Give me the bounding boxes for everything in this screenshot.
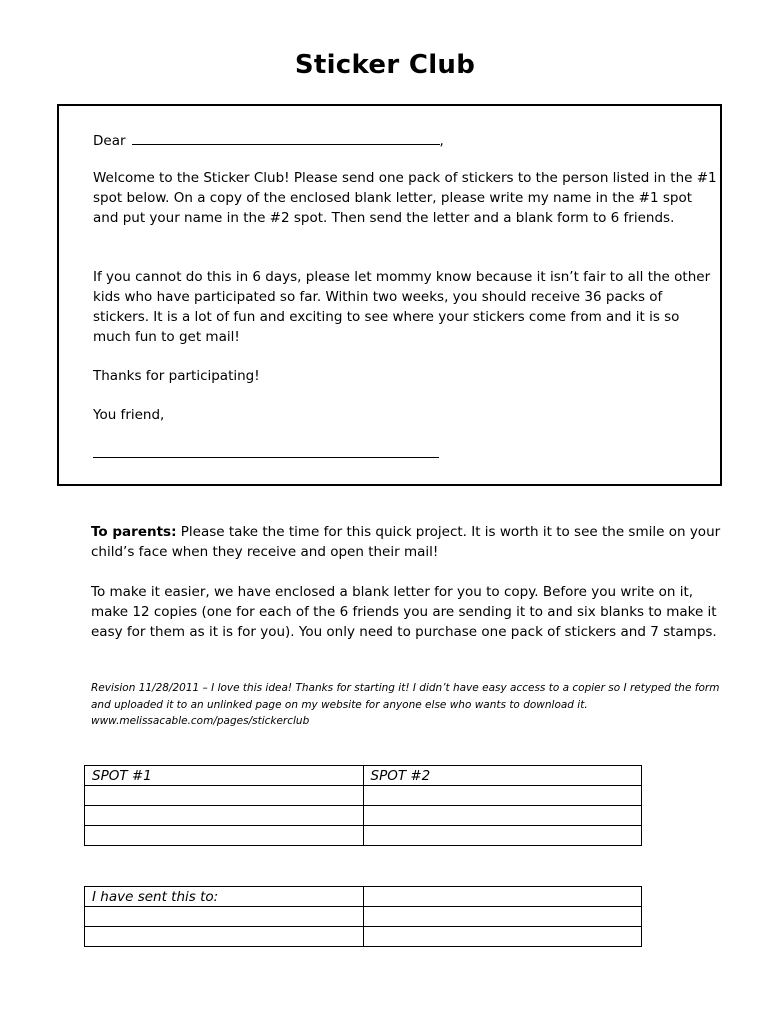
revision-note: Revision 11/28/2011 – I love this idea! Thanks for starting it! I didn’t have easy access to a copier so I retyped the form and uploaded it to an unlinked page on my website for anyone else who wants to download it. www.melissacable.com/pages/stickerclub: [91, 682, 720, 727]
spot-table: [84, 765, 642, 846]
sent-table: [84, 886, 642, 947]
table-row: [85, 806, 642, 826]
table-cell[interactable]: [363, 806, 642, 826]
table-row: [85, 786, 642, 806]
table-row: [85, 766, 642, 786]
table-cell[interactable]: [85, 907, 364, 927]
letter-box: [57, 104, 722, 486]
parents-label: To parents:: [91, 524, 177, 540]
sent-header: I have sent this to:: [85, 887, 364, 907]
table-cell[interactable]: [363, 927, 642, 947]
table-row: [85, 826, 642, 846]
welcome-paragraph: Welcome to the Sticker Club! Please send one pack of stickers to the person listed in the #1 spot below. On a copy of the enclosed blank letter, please write my name in the #1 spot and put your name in the #2 spot. Then send the letter and a blank form to 6 friends.: [93, 170, 717, 226]
table-cell[interactable]: [363, 907, 642, 927]
thanks-line: Thanks for participating!: [93, 368, 260, 384]
table-row: [85, 907, 642, 927]
dear-line: [93, 130, 444, 151]
table-cell[interactable]: [85, 826, 364, 846]
signature-line[interactable]: [93, 457, 439, 458]
table-cell[interactable]: [363, 786, 642, 806]
table-cell[interactable]: [363, 887, 642, 907]
parents-note: [91, 522, 727, 562]
table-cell[interactable]: [363, 826, 642, 846]
parents-text: Please take the time for this quick project. It is worth it to see the smile on your child’s face when they receive and open their mail!: [91, 524, 721, 560]
table-row: [85, 927, 642, 947]
table-cell[interactable]: [85, 786, 364, 806]
closing-line: You friend,: [93, 407, 165, 423]
copy-instructions: To make it easier, we have enclosed a blank letter for you to copy. Before you write on it, make 12 copies (one for each of the 6 friends you are sending it to and six blanks to make it easy for them as it is for you). You only need to purchase one pack of stickers and 7 stamps.: [91, 584, 717, 640]
dear-comma: ,: [439, 133, 444, 149]
dear-name-blank[interactable]: [132, 130, 440, 145]
table-row: [85, 887, 642, 907]
instructions-paragraph: If you cannot do this in 6 days, please let mommy know because it isn’t fair to all the other kids who have participated so far. Within two weeks, you should receive 36 packs of stickers. It is a lot of fun and exciting to see where your stickers come from and it is so much fun to get mail!: [93, 269, 711, 345]
table-cell[interactable]: [85, 806, 364, 826]
page-title: Sticker Club: [294, 50, 476, 80]
spot-1-header: SPOT #1: [85, 766, 364, 786]
table-cell[interactable]: [85, 927, 364, 947]
spot-2-header: SPOT #2: [363, 766, 642, 786]
dear-label: Dear: [93, 133, 126, 149]
